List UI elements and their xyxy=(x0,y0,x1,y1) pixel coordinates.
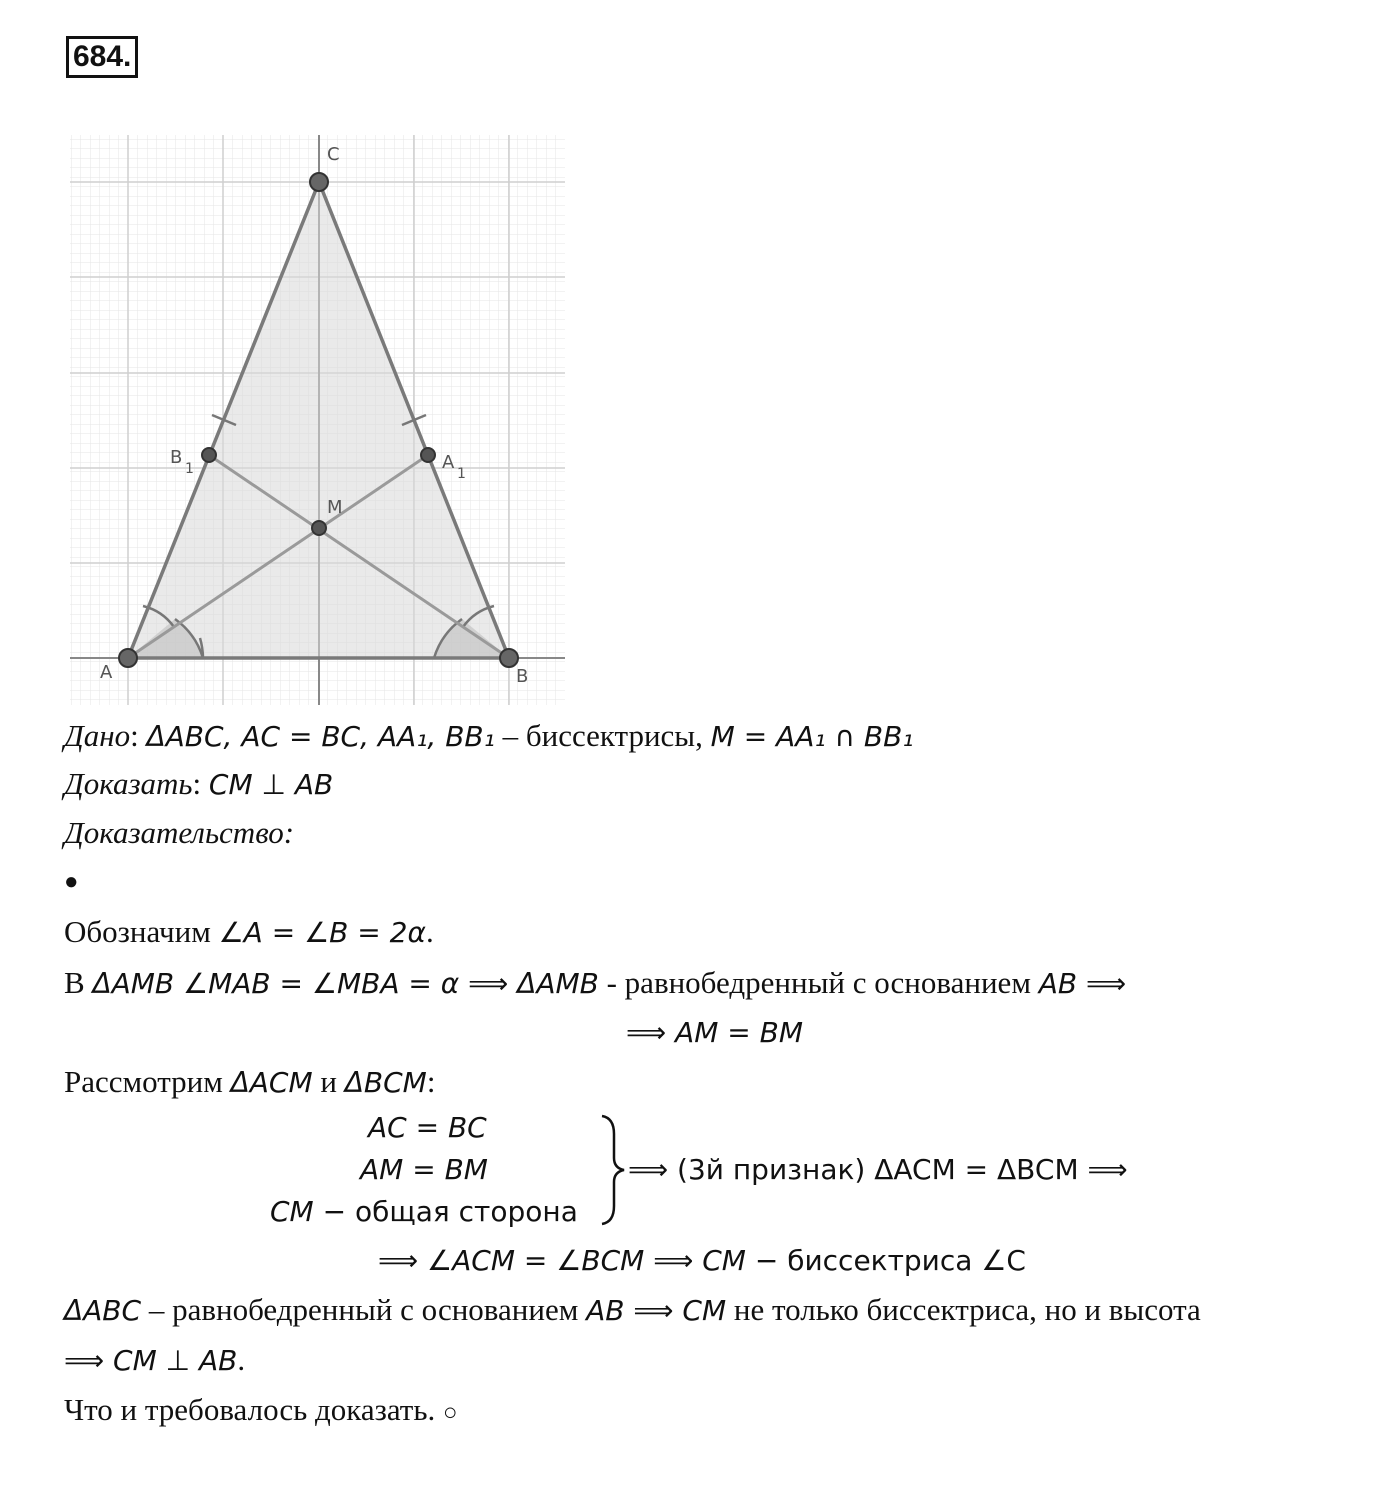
label-a1-sub: 1 xyxy=(457,466,466,482)
system-result: ⟹ (3й признак) ΔACM = ΔBCM ⟹ xyxy=(628,1153,1128,1186)
given-math: ΔABC, AC = BC, AA₁, BB₁ xyxy=(146,720,495,753)
prove-math: CM ⊥ AB xyxy=(208,768,334,801)
proof-line-7: ⟹ CM ⊥ AB. xyxy=(64,1342,246,1377)
label-b1: B xyxy=(170,447,183,468)
point-b1 xyxy=(202,448,216,462)
proof-line-6: ΔABC – равнобедренный с основанием AB ⟹ CM не только биссектриса, но и высота xyxy=(64,1292,1201,1327)
proof-line-1: Обозначим ∠A = ∠B = 2α. xyxy=(64,914,434,949)
prove-label: Доказать xyxy=(64,766,193,801)
proof-line-3: ⟹ AM = BM xyxy=(626,1016,803,1049)
problem-number: 684. xyxy=(66,36,138,78)
given-line: Дано: ΔABC, AC = BC, AA₁, BB₁ – биссектрисы, M = AA₁ ∩ BB₁ xyxy=(64,718,914,753)
proof-line-5: ⟹ ∠ACM = ∠BCM ⟹ CM − биссектриса ∠C xyxy=(378,1244,1026,1277)
system-row-3: CM − общая сторона xyxy=(270,1195,578,1228)
point-b xyxy=(500,649,518,667)
bullet: ● xyxy=(64,869,79,895)
label-m: M xyxy=(327,497,343,518)
point-a xyxy=(119,649,137,667)
system-row-1: AC = BC xyxy=(368,1111,487,1144)
label-b: B xyxy=(516,666,529,687)
system-row-2: AM = BM xyxy=(360,1153,488,1186)
point-c xyxy=(310,173,328,191)
label-c: C xyxy=(327,144,340,165)
point-m xyxy=(312,521,326,535)
prove-line: Доказать: CM ⊥ AB xyxy=(64,766,334,801)
conclusion: Что и требовалось доказать. ○ xyxy=(64,1392,458,1427)
proof-line-2: В ΔAMB ∠MAB = ∠MBA = α ⟹ ΔAMB - равнобедренный с основанием AB ⟹ xyxy=(64,965,1127,1000)
label-b1-sub: 1 xyxy=(185,461,194,477)
given-word: – биссектрисы, xyxy=(494,718,711,753)
label-a1: A xyxy=(442,452,455,473)
given-math2: M = AA₁ ∩ BB₁ xyxy=(710,720,914,753)
proof-label: Доказательство: xyxy=(64,815,295,850)
system-brace xyxy=(598,1112,628,1228)
point-a1 xyxy=(421,448,435,462)
triangle-figure xyxy=(62,130,572,710)
proof-line-4: Рассмотрим ΔACM и ΔBCM: xyxy=(64,1064,436,1099)
given-label: Дано xyxy=(64,718,131,753)
label-a: A xyxy=(100,662,113,683)
